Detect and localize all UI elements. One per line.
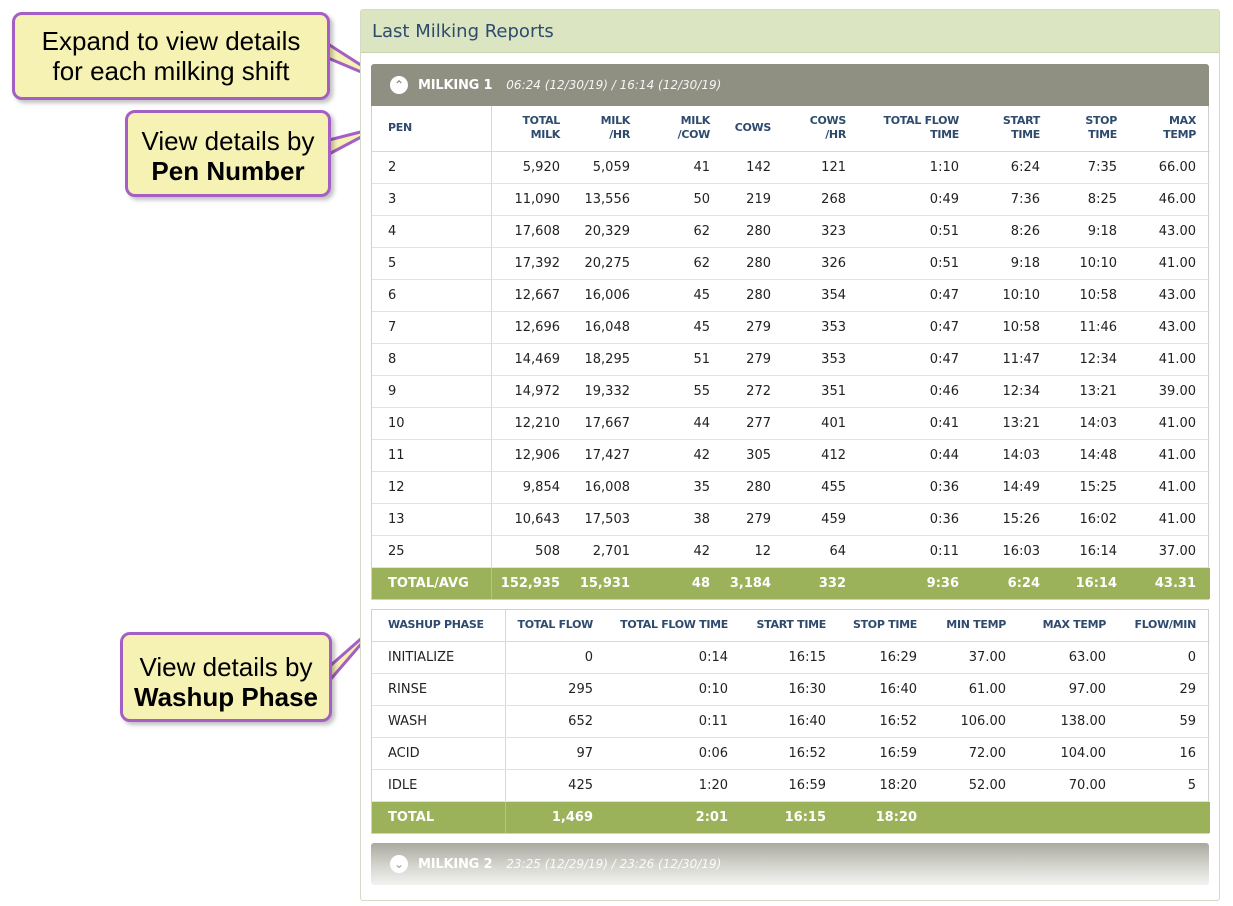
table-cell: 10:58	[1054, 279, 1131, 311]
pen-row	[372, 471, 1210, 503]
table-cell: 0:46	[860, 375, 973, 407]
table-cell: 12,667	[491, 279, 574, 311]
table-cell: 41.00	[1131, 247, 1210, 279]
header-text: TIME	[1088, 128, 1117, 142]
table-cell: 0:51	[860, 215, 973, 247]
table-cell: 16,008	[574, 471, 644, 503]
header-text: TOTAL	[522, 114, 560, 128]
table-cell: 12	[724, 535, 785, 567]
washup-col-header: FLOW/MIN	[1120, 610, 1210, 641]
table-cell: 43.00	[1131, 215, 1210, 247]
table-cell: 7:35	[1054, 151, 1131, 183]
washup-col-header: TOTAL FLOW	[505, 610, 607, 641]
table-cell: 326	[785, 247, 860, 279]
washup-row	[372, 673, 1210, 705]
total-cell	[931, 801, 1020, 833]
shift-name: MILKING 2	[418, 856, 493, 872]
table-cell: 37.00	[1131, 535, 1210, 567]
table-cell: 16,006	[574, 279, 644, 311]
table-cell: 14:49	[973, 471, 1054, 503]
washup-table-container	[371, 609, 1209, 834]
washup-row	[372, 737, 1210, 769]
pen-row	[372, 503, 1210, 535]
table-cell: 16:14	[1054, 535, 1131, 567]
table-cell: 412	[785, 439, 860, 471]
table-cell: 62	[644, 215, 724, 247]
table-cell: 41.00	[1131, 343, 1210, 375]
chevron-down-icon[interactable]: ⌄	[390, 855, 408, 873]
pen-row	[372, 407, 1210, 439]
table-cell: 11:46	[1054, 311, 1131, 343]
table-cell: 55	[644, 375, 724, 407]
pen-col-header	[372, 106, 491, 151]
table-cell: 3	[372, 183, 491, 215]
table-cell: INITIALIZE	[372, 641, 505, 673]
table-cell: 10:10	[1054, 247, 1131, 279]
table-cell: 2	[372, 151, 491, 183]
table-cell: 0	[505, 641, 607, 673]
table-cell: 41.00	[1131, 471, 1210, 503]
table-cell: 18:20	[840, 769, 931, 801]
table-cell: 41.00	[1131, 439, 1210, 471]
callout-pen-line-2: Pen Number	[151, 155, 305, 186]
table-cell: 280	[724, 471, 785, 503]
table-cell: 17,608	[491, 215, 574, 247]
pen-col-header	[973, 106, 1054, 151]
table-cell: 42	[644, 535, 724, 567]
pen-col-header	[644, 106, 724, 151]
table-cell: 15:25	[1054, 471, 1131, 503]
pen-row	[372, 311, 1210, 343]
table-cell: 277	[724, 407, 785, 439]
washup-col-header: WASHUP PHASE	[372, 610, 505, 641]
table-cell: 43.00	[1131, 279, 1210, 311]
header-text: PEN	[388, 121, 412, 135]
header-text: START	[1002, 114, 1040, 128]
table-cell: 46.00	[1131, 183, 1210, 215]
table-cell: 280	[724, 215, 785, 247]
table-cell: 12	[372, 471, 491, 503]
table-cell: 6	[372, 279, 491, 311]
callout-pen-line-1: View details by	[141, 126, 315, 156]
washup-row	[372, 641, 1210, 673]
table-cell: 295	[505, 673, 607, 705]
pen-col-header	[491, 106, 574, 151]
table-cell: 0:36	[860, 471, 973, 503]
table-cell: 142	[724, 151, 785, 183]
table-cell: 14:03	[1054, 407, 1131, 439]
table-cell: 272	[724, 375, 785, 407]
pen-row	[372, 279, 1210, 311]
table-cell: 10:10	[973, 279, 1054, 311]
table-cell: IDLE	[372, 769, 505, 801]
pen-col-header	[1131, 106, 1210, 151]
table-cell: 5,059	[574, 151, 644, 183]
header-text: COWS	[809, 114, 846, 128]
table-cell: 51	[644, 343, 724, 375]
table-cell: 0	[1120, 641, 1210, 673]
table-cell: 8:26	[973, 215, 1054, 247]
table-cell: 280	[724, 247, 785, 279]
table-cell: 97.00	[1020, 673, 1120, 705]
header-text: MILK	[530, 128, 560, 142]
table-cell: 43.00	[1131, 311, 1210, 343]
pen-row	[372, 439, 1210, 471]
table-cell: 7	[372, 311, 491, 343]
total-cell: 43.31	[1131, 567, 1210, 599]
shift-time-range: 06:24 (12/30/19) / 16:14 (12/30/19)	[506, 78, 722, 92]
table-cell: WASH	[372, 705, 505, 737]
total-cell: 48	[644, 567, 724, 599]
pen-col-header	[574, 106, 644, 151]
total-cell: 3,184	[724, 567, 785, 599]
table-cell: 12:34	[1054, 343, 1131, 375]
last-milking-reports-panel	[360, 9, 1220, 901]
table-cell: 64	[785, 535, 860, 567]
table-cell: 354	[785, 279, 860, 311]
header-text: TEMP	[1163, 128, 1196, 142]
table-cell: 16:52	[840, 705, 931, 737]
washup-col-header: STOP TIME	[840, 610, 931, 641]
table-cell: 50	[644, 183, 724, 215]
table-cell: 8	[372, 343, 491, 375]
chevron-up-icon[interactable]: ⌃	[390, 76, 408, 94]
table-cell: 9:18	[973, 247, 1054, 279]
table-cell: 11	[372, 439, 491, 471]
table-cell: 5	[372, 247, 491, 279]
table-cell: 45	[644, 311, 724, 343]
table-cell: 351	[785, 375, 860, 407]
table-cell: 508	[491, 535, 574, 567]
table-cell: 9:18	[1054, 215, 1131, 247]
pen-col-header	[1054, 106, 1131, 151]
total-cell: 15,931	[574, 567, 644, 599]
callout-expand-line-1: Expand to view details	[41, 26, 301, 56]
table-cell: 12,696	[491, 311, 574, 343]
table-cell: 0:14	[607, 641, 742, 673]
table-cell: 5	[1120, 769, 1210, 801]
pen-total-row	[372, 567, 1210, 599]
table-cell: 652	[505, 705, 607, 737]
table-cell: 401	[785, 407, 860, 439]
table-cell: RINSE	[372, 673, 505, 705]
washup-total-row	[372, 801, 1210, 833]
table-cell: 14:48	[1054, 439, 1131, 471]
header-text: MILK	[680, 114, 710, 128]
table-cell: 62	[644, 247, 724, 279]
washup-col-header: MIN TEMP	[931, 610, 1020, 641]
table-cell: 6:24	[973, 151, 1054, 183]
callout-washup-phase	[120, 632, 332, 722]
total-cell: TOTAL	[372, 801, 505, 833]
total-cell: 152,935	[491, 567, 574, 599]
washup-row	[372, 705, 1210, 737]
table-cell: 13:21	[1054, 375, 1131, 407]
table-cell: 16:59	[840, 737, 931, 769]
total-cell: 2:01	[607, 801, 742, 833]
table-cell: 9,854	[491, 471, 574, 503]
table-cell: 0:06	[607, 737, 742, 769]
pen-row	[372, 215, 1210, 247]
table-cell: 0:47	[860, 279, 973, 311]
table-cell: 10,643	[491, 503, 574, 535]
table-cell: 72.00	[931, 737, 1020, 769]
panel-title: Last Milking Reports	[361, 10, 1219, 53]
shift-bar-milking-1[interactable]	[371, 64, 1209, 106]
table-cell: 63.00	[1020, 641, 1120, 673]
table-cell: 37.00	[931, 641, 1020, 673]
table-cell: 13	[372, 503, 491, 535]
table-cell: 20,329	[574, 215, 644, 247]
table-cell: 45	[644, 279, 724, 311]
table-cell: 44	[644, 407, 724, 439]
table-cell: 353	[785, 343, 860, 375]
header-text: TIME	[930, 128, 959, 142]
header-text: TIME	[1011, 128, 1040, 142]
table-cell: 17,427	[574, 439, 644, 471]
total-cell: 16:15	[742, 801, 840, 833]
table-cell: 41	[644, 151, 724, 183]
header-text: TOTAL FLOW	[883, 114, 959, 128]
callout-washup-line-1: View details by	[139, 652, 313, 682]
table-cell: 97	[505, 737, 607, 769]
table-cell: 279	[724, 503, 785, 535]
header-text: /COW	[677, 128, 710, 142]
table-cell: 17,503	[574, 503, 644, 535]
pen-row	[372, 183, 1210, 215]
total-cell: 18:20	[840, 801, 931, 833]
table-cell: 10	[372, 407, 491, 439]
table-cell: 219	[724, 183, 785, 215]
table-cell: 279	[724, 343, 785, 375]
table-cell: 12,906	[491, 439, 574, 471]
table-cell: 14,469	[491, 343, 574, 375]
pen-col-header	[724, 106, 785, 151]
table-cell: 20,275	[574, 247, 644, 279]
table-cell: 106.00	[931, 705, 1020, 737]
total-cell: TOTAL/AVG	[372, 567, 491, 599]
header-text: MILK	[600, 114, 630, 128]
pen-table-container	[371, 106, 1209, 600]
washup-col-header: TOTAL FLOW TIME	[607, 610, 742, 641]
table-cell: 18,295	[574, 343, 644, 375]
washup-row	[372, 769, 1210, 801]
shift-bar-milking-2[interactable]	[371, 843, 1209, 885]
table-cell: 13,556	[574, 183, 644, 215]
total-cell: 16:14	[1054, 567, 1131, 599]
table-cell: 16,048	[574, 311, 644, 343]
total-cell: 1,469	[505, 801, 607, 833]
table-cell: 12,210	[491, 407, 574, 439]
washup-col-header: MAX TEMP	[1020, 610, 1120, 641]
header-text: MAX	[1168, 114, 1196, 128]
pen-row	[372, 343, 1210, 375]
table-cell: 16:29	[840, 641, 931, 673]
washup-table	[372, 610, 1210, 833]
shift-time-range: 23:25 (12/29/19) / 23:26 (12/30/19)	[506, 857, 722, 871]
table-cell: 12:34	[973, 375, 1054, 407]
table-cell: 1:20	[607, 769, 742, 801]
total-cell	[1120, 801, 1210, 833]
table-cell: 70.00	[1020, 769, 1120, 801]
table-cell: 323	[785, 215, 860, 247]
table-cell: 13:21	[973, 407, 1054, 439]
table-cell: 16:40	[742, 705, 840, 737]
table-cell: 353	[785, 311, 860, 343]
pen-row	[372, 151, 1210, 183]
table-cell: 17,667	[574, 407, 644, 439]
table-cell: 16:02	[1054, 503, 1131, 535]
table-cell: 455	[785, 471, 860, 503]
table-cell: 61.00	[931, 673, 1020, 705]
table-cell: 16:30	[742, 673, 840, 705]
total-cell: 332	[785, 567, 860, 599]
table-cell: 15:26	[973, 503, 1054, 535]
table-cell: 17,392	[491, 247, 574, 279]
header-text: STOP	[1085, 114, 1117, 128]
table-cell: 4	[372, 215, 491, 247]
table-cell: 279	[724, 311, 785, 343]
table-cell: 16:52	[742, 737, 840, 769]
pen-col-header	[785, 106, 860, 151]
table-cell: 59	[1120, 705, 1210, 737]
table-cell: 10:58	[973, 311, 1054, 343]
table-cell: 5,920	[491, 151, 574, 183]
table-cell: 16	[1120, 737, 1210, 769]
table-cell: 425	[505, 769, 607, 801]
total-cell: 9:36	[860, 567, 973, 599]
table-cell: 459	[785, 503, 860, 535]
total-cell	[1020, 801, 1120, 833]
table-cell: 66.00	[1131, 151, 1210, 183]
header-text: COWS	[734, 121, 771, 135]
table-cell: 268	[785, 183, 860, 215]
table-cell: 7:36	[973, 183, 1054, 215]
callout-washup-line-2: Washup Phase	[134, 681, 318, 712]
table-cell: 39.00	[1131, 375, 1210, 407]
table-cell: 138.00	[1020, 705, 1120, 737]
table-cell: 2,701	[574, 535, 644, 567]
table-cell: 0:36	[860, 503, 973, 535]
table-cell: 29	[1120, 673, 1210, 705]
table-cell: 16:03	[973, 535, 1054, 567]
callout-expand-line-2: for each milking shift	[52, 55, 290, 86]
table-cell: 42	[644, 439, 724, 471]
pen-col-header	[860, 106, 973, 151]
table-cell: 9	[372, 375, 491, 407]
callout-expand-shift	[12, 12, 330, 100]
table-cell: 25	[372, 535, 491, 567]
table-cell: 0:44	[860, 439, 973, 471]
pen-row	[372, 375, 1210, 407]
table-cell: 104.00	[1020, 737, 1120, 769]
table-cell: 8:25	[1054, 183, 1131, 215]
pen-row	[372, 247, 1210, 279]
table-cell: 0:11	[860, 535, 973, 567]
table-cell: 16:59	[742, 769, 840, 801]
table-cell: 16:15	[742, 641, 840, 673]
pen-table	[372, 106, 1210, 599]
table-cell: 52.00	[931, 769, 1020, 801]
table-cell: 0:47	[860, 343, 973, 375]
pen-row	[372, 535, 1210, 567]
table-cell: 19,332	[574, 375, 644, 407]
table-cell: 41.00	[1131, 503, 1210, 535]
total-cell: 6:24	[973, 567, 1054, 599]
table-cell: 0:49	[860, 183, 973, 215]
table-cell: 0:11	[607, 705, 742, 737]
table-cell: 121	[785, 151, 860, 183]
table-cell: 41.00	[1131, 407, 1210, 439]
table-cell: 0:47	[860, 311, 973, 343]
header-text: /HR	[609, 128, 630, 142]
table-cell: 0:51	[860, 247, 973, 279]
table-cell: 305	[724, 439, 785, 471]
table-cell: 11:47	[973, 343, 1054, 375]
table-cell: 14:03	[973, 439, 1054, 471]
shift-name: MILKING 1	[418, 77, 493, 93]
table-cell: 14,972	[491, 375, 574, 407]
washup-col-header: START TIME	[742, 610, 840, 641]
table-cell: ACID	[372, 737, 505, 769]
table-cell: 35	[644, 471, 724, 503]
table-cell: 1:10	[860, 151, 973, 183]
callout-pen-number	[125, 110, 331, 197]
header-text: /HR	[825, 128, 846, 142]
table-cell: 280	[724, 279, 785, 311]
table-cell: 0:41	[860, 407, 973, 439]
table-cell: 16:40	[840, 673, 931, 705]
table-cell: 0:10	[607, 673, 742, 705]
table-cell: 38	[644, 503, 724, 535]
table-cell: 11,090	[491, 183, 574, 215]
